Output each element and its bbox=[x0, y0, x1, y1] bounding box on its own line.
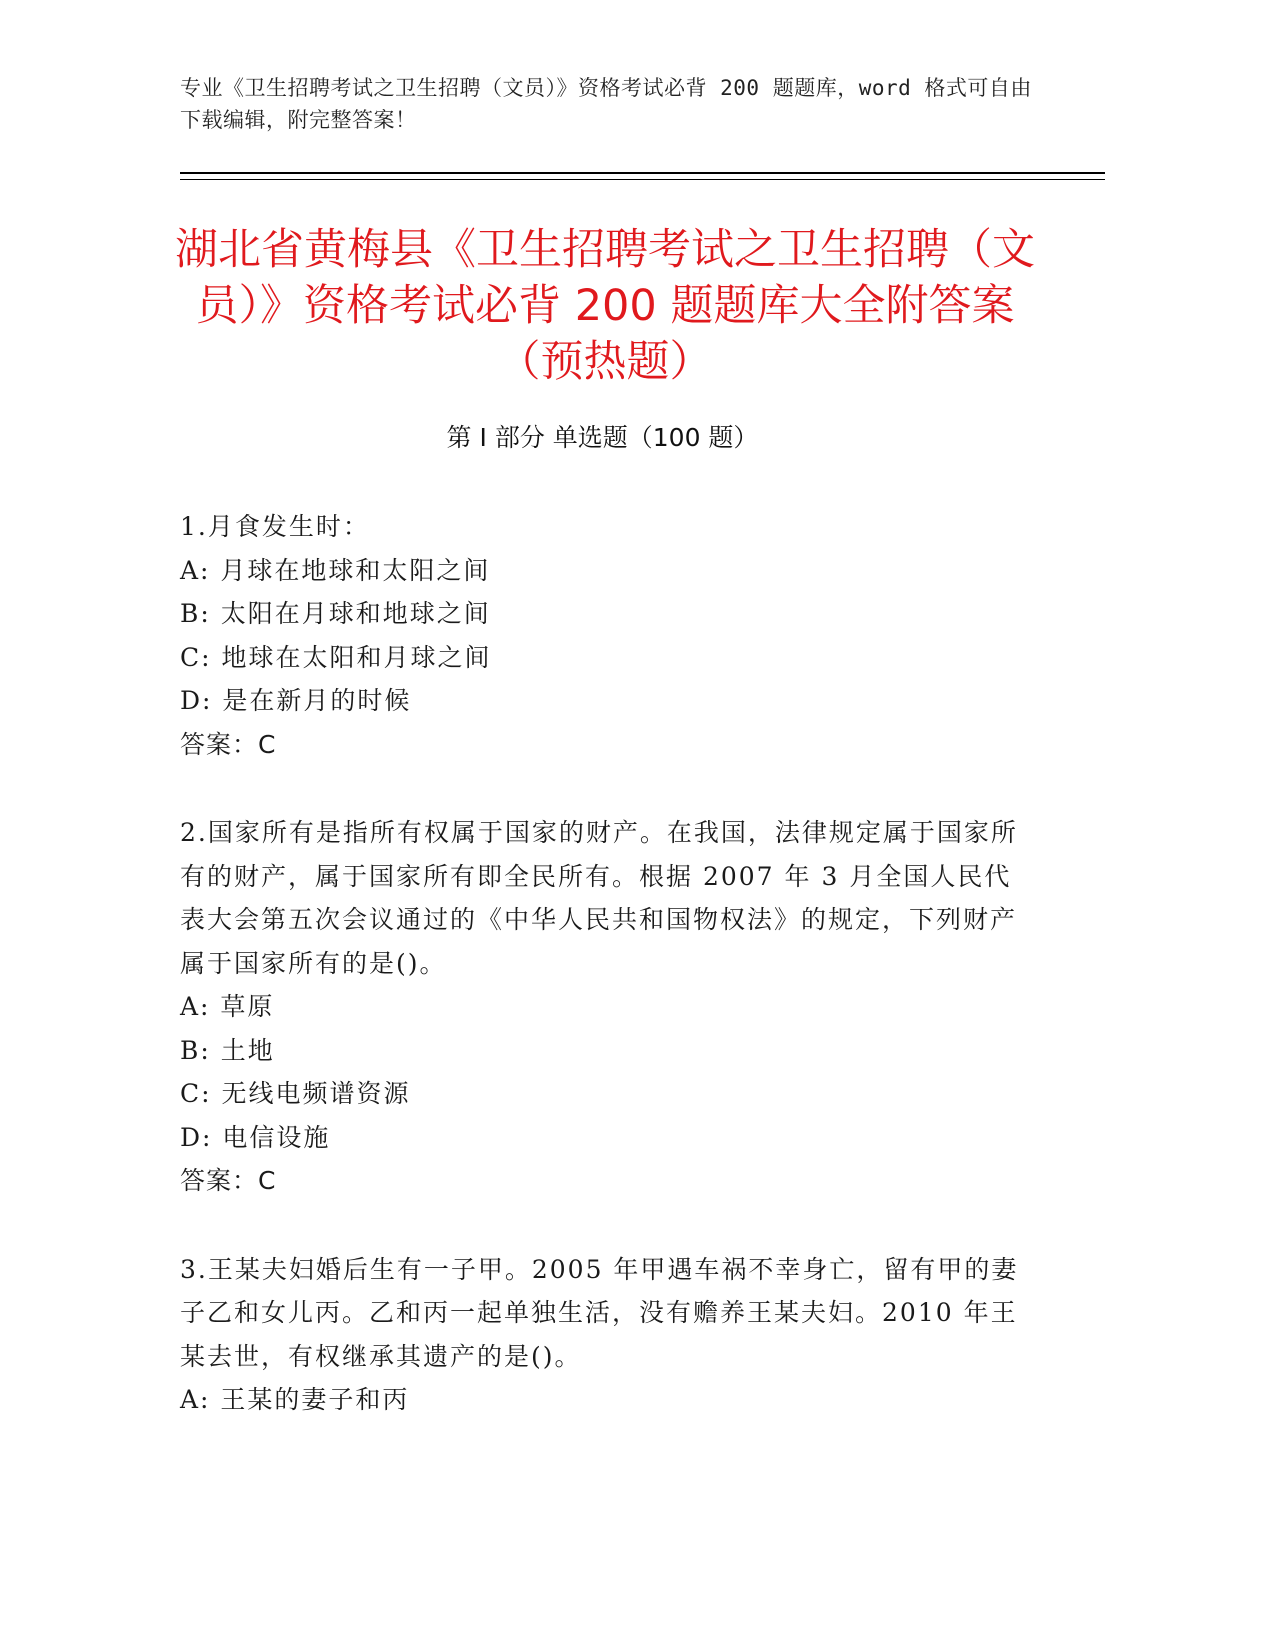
question-text: 2.国家所有是指所有权属于国家的财产。在我国，法律规定属于国家所有的财产，属于国家所有即全民所有。根据 2007 年 3 月全国人民代表大会第五次会议通过的《中华人民共和国物权法》的规定，下列财产属于国家所有的是()。 bbox=[180, 818, 1018, 978]
question-2 bbox=[180, 811, 1030, 1203]
option-d: D: 是在新月的时候 bbox=[180, 686, 412, 715]
question-3 bbox=[180, 1248, 1030, 1422]
option-a: A: 月球在地球和太阳之间 bbox=[180, 555, 491, 585]
header-note: 专业《卫生招聘考试之卫生招聘（文员）》资格考试必背 200 题题库，word 格式可自由下载编辑，附完整答案！ bbox=[180, 76, 1032, 132]
option-b: B: 土地 bbox=[180, 1035, 275, 1065]
option-d: D: 电信设施 bbox=[180, 1122, 331, 1152]
option-c: C: 无线电频谱资源 bbox=[180, 1079, 411, 1108]
answer-line: 答案：C bbox=[180, 1166, 277, 1195]
document-title: 湖北省黄梅县《卫生招聘考试之卫生招聘（文员）》资格考试必背 200 题题库大全附答案（预热题） bbox=[175, 225, 1035, 387]
header-divider-thick bbox=[180, 172, 1105, 174]
option-a: A: 王某的妻子和丙 bbox=[180, 1385, 410, 1414]
question-text: 1.月食发生时： bbox=[180, 512, 370, 541]
answer-line: 答案：C bbox=[180, 729, 277, 759]
option-c: C: 地球在太阳和月球之间 bbox=[180, 642, 492, 672]
header-divider-thin bbox=[180, 179, 1105, 180]
question-list bbox=[180, 505, 1030, 1467]
question-1 bbox=[180, 505, 1030, 766]
question-text: 3.王某夫妇婚后生有一子甲。2005 年甲遇车祸不幸身亡，留有甲的妻子乙和女儿丙。乙和丙一起单独生活，没有赡养王某夫妇。2010 年王某去世，有权继承其遗产的是()。 bbox=[180, 1254, 1019, 1371]
section-heading: 第 I 部分 单选题（100 题） bbox=[446, 423, 759, 452]
option-a: A: 草原 bbox=[180, 992, 275, 1021]
option-b: B: 太阳在月球和地球之间 bbox=[180, 599, 491, 628]
